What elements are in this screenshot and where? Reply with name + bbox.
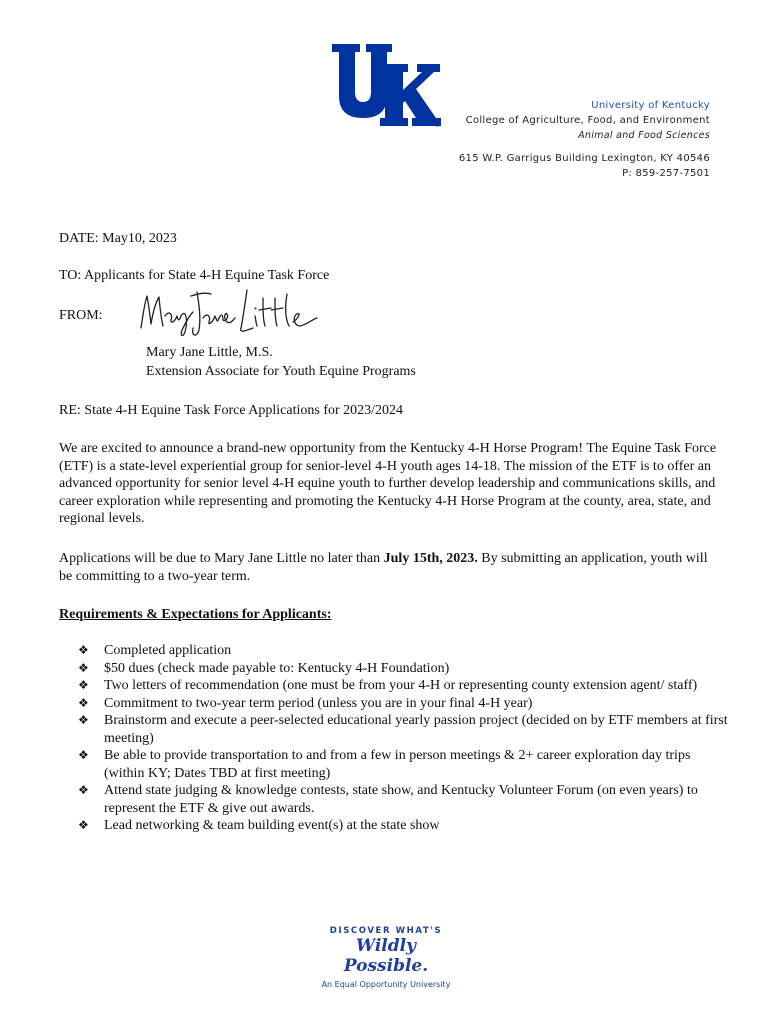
- intro-paragraph: We are excited to announce a brand-new opportunity from the Kentucky 4-H Horse Program! The Equine Task Force (ETF) is a state-level experiential group for senior-level 4-H youth ages 14-18. The mission of the ETF is to offer an advanced opportunity for senior level 4-H equine youth to further develop leadership and communications skills, and career exploration while representing and promoting the Kentucky 4-H Horse Program at the county, area, state, and regional levels.: [59, 441, 717, 526]
- list-item: ❖ Be able to provide transportation to and from a few in person meetings & 2+ career exploration day trips (within KY; Dates TBD at first meeting): [78, 748, 691, 781]
- list-item: ❖ $50 dues (check made payable to: Kentucky 4-H Foundation): [78, 660, 450, 676]
- university-name: University of Kentucky: [591, 100, 710, 111]
- requirements-heading: Requirements & Expectations for Applicants:: [59, 607, 332, 622]
- list-item: ❖ Lead networking & team building event(s) at the state show: [78, 818, 440, 833]
- letterhead: [459, 98, 710, 181]
- memo-to: TO: Applicants for State 4-H Equine Task Force: [59, 268, 330, 283]
- deadline-paragraph: [59, 550, 719, 585]
- footer-line-3: An Equal Opportunity University: [321, 980, 451, 989]
- memo-subject: RE: State 4-H Equine Task Force Applications for 2023/2024: [59, 403, 404, 418]
- list-item: ❖ Completed application: [78, 643, 232, 658]
- phone: P: 859-257-7501: [622, 168, 710, 179]
- sender-title: Extension Associate for Youth Equine Programs: [146, 364, 416, 379]
- address: 615 W.P. Garrigus Building Lexington, KY 40546: [458, 153, 710, 164]
- uk-logo: [330, 40, 442, 130]
- sender-name: Mary Jane Little, M.S.: [146, 345, 273, 360]
- deadline-text-before: Applications will be due to Mary Jane Little no later than: [59, 551, 384, 566]
- requirements-list: [78, 642, 728, 835]
- diamond-bullet-icon: ❖: [78, 748, 89, 762]
- svg-text:R: R: [435, 120, 439, 126]
- diamond-bullet-icon: ❖: [78, 695, 89, 710]
- footer-tagline: [318, 926, 454, 989]
- signature: [135, 284, 325, 339]
- deadline-text-after: By submitting an application, youth will be committing to a two-year term.: [59, 551, 708, 584]
- diamond-bullet-icon: ❖: [78, 818, 89, 832]
- list-item: ❖ Brainstorm and execute a peer-selected educational yearly passion project (decided on by ETF members at first meeting): [78, 713, 728, 746]
- list-item: ❖ Commitment to two-year term period (unless you are in your final 4-H year): [78, 695, 533, 711]
- college-name: College of Agriculture, Food, and Environment: [465, 115, 710, 126]
- diamond-bullet-icon: ❖: [78, 783, 89, 797]
- footer-line-2: Wildly Possible.: [343, 936, 429, 976]
- footer-line-1: DISCOVER WHAT'S: [329, 926, 443, 936]
- diamond-bullet-icon: ❖: [78, 643, 89, 657]
- memo-date: DATE: May10, 2023: [59, 231, 177, 246]
- list-item: ❖ Two letters of recommendation (one must be from your 4-H or representing county extension agent/ staff): [78, 678, 698, 693]
- memo-from-label: FROM:: [59, 308, 103, 323]
- deadline-date: July 15th, 2023.: [383, 551, 478, 566]
- diamond-bullet-icon: ❖: [78, 678, 89, 692]
- diamond-bullet-icon: ❖: [78, 713, 89, 727]
- diamond-bullet-icon: ❖: [78, 660, 89, 675]
- department-name: Animal and Food Sciences: [578, 130, 710, 141]
- list-item: ❖ Attend state judging & knowledge contests, state show, and Kentucky Volunteer Forum (on even years) to represent the ETF & give out awards.: [78, 783, 698, 816]
